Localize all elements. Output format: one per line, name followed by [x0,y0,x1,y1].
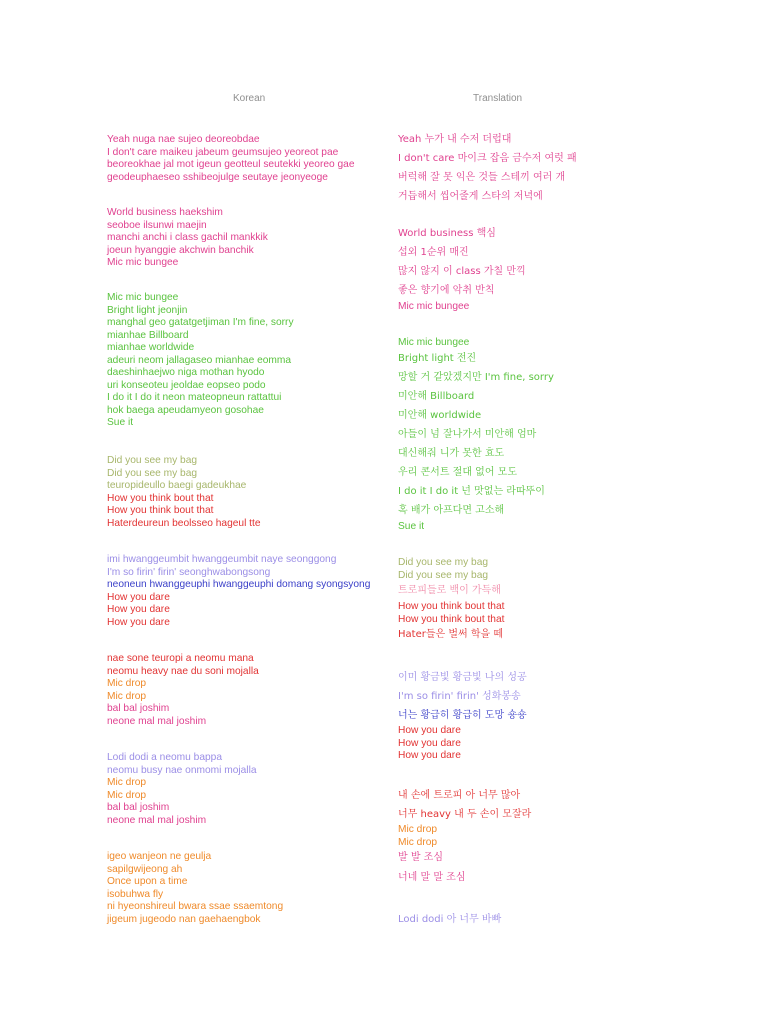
romanized-lyric-line: Mic drop [107,789,147,801]
romanized-lyric-line: neomu busy nae onmomi mojalla [107,764,257,776]
korean-lyric-line: 대신해줘 니가 못한 효도 [398,448,505,459]
romanized-lyric-line: Lodi dodi a neomu bappa [107,752,222,763]
korean-lyric-line: 혹 배가 아프다면 고소해 [398,505,505,516]
korean-lyric-line: How you think bout that [398,613,505,625]
romanized-lyric-line: mianhae Billboard [107,329,189,341]
korean-lyric-line: 이미 황금빛 황금빛 나의 성공 [398,672,527,683]
header-korean: Korean [233,93,266,104]
korean-lyric-line: 너는 황급히 황급히 도망 숑숑 [398,710,527,721]
romanized-lyric-line: Mic mic bungee [107,292,179,303]
romanized-lyric-line: World business haekshim [107,207,223,218]
korean-lyric-line: I'm so firin' firin' 성화봉송 [398,691,521,702]
korean-lyric-line: Sue it [398,521,425,532]
korean-lyric-line: I don't care 마이크 잡음 금수저 여럿 패 [398,153,577,164]
korean-lyric-line: Mic mic bungee [398,337,470,348]
korean-lyric-line: How you dare [398,737,461,749]
korean-lyric-line: 미안해 Billboard [398,391,475,402]
romanized-lyric-line: neomu heavy nae du soni mojalla [107,665,259,677]
romanized-lyric-line: Mic drop [107,690,147,702]
korean-lyric-line: 발 발 조심 [398,852,443,863]
korean-lyric-line: How you dare [398,750,461,761]
korean-lyric-line: How you dare [398,725,461,736]
korean-lyric-line: Mic mic bungee [398,301,470,312]
romanized-lyric-line: hok baega apeudamyeon gosohae [107,404,264,416]
korean-lyric-line: Mic drop [398,836,438,848]
romanized-lyric-line: Bright light jeonjin [107,304,188,316]
romanized-lyric-line: Mic drop [107,777,147,788]
romanized-lyric-line: Mic drop [107,678,147,689]
korean-lyric-line: 우리 콘서트 절대 없어 모도 [398,467,517,478]
romanized-lyric-line: geodeuphaeseo sshibeojulge seutaye jeonyeoge [107,171,328,183]
romanized-lyric-line: Sue it [107,417,134,428]
romanized-lyric-line: isobuhwa fly [107,888,164,900]
romanized-lyric-line: igeo wanjeon ne geulja [107,851,212,862]
romanized-lyric-line: neoneun hwanggeuphi hwanggeuphi domang syongsyong [107,579,371,590]
romanized-lyric-line: I do it I do it neon mateopneun rattattui [107,392,282,403]
romanized-lyric-line: Did you see my bag [107,455,198,466]
korean-lyric-line: 좋은 향기에 악취 반칙 [398,285,495,296]
romanized-lyric-line: How you think bout that [107,505,214,516]
korean-lyric-line: 아들이 넘 잘나가서 미안해 엄마 [398,429,537,440]
romanized-lyric-line: adeuri neom jallagaseo mianhae eomma [107,354,292,366]
korean-lyric-line: Did you see my bag [398,557,489,568]
korean-lyric-line: 망할 거 같았겠지만 I'm fine, sorry [398,372,554,383]
romanized-lyric-line: imi hwanggeumbit hwanggeumbit naye seonggong [107,554,337,565]
header-translation: Translation [473,93,523,104]
korean-lyric-line: 미안해 worldwide [398,410,482,421]
romanized-lyric-line: teuropideullo baegi gadeukhae [107,480,247,491]
korean-lyric-line: 너네 말 말 조심 [398,872,466,883]
romanized-lyric-line: bal bal joshim [107,802,170,813]
romanized-lyric-line: joeun hyanggie akchwin banchik [107,244,254,256]
korean-lyric-line: Bright light 전진 [398,353,477,364]
romanized-lyric-line: beoreokhae jal mot igeun geotteul seutekki yeoreo gae [107,159,355,170]
romanized-lyric-line: seoboe ilsunwi maejin [107,219,207,231]
korean-lyric-line: 내 손에 트로피 아 너무 많아 [398,790,521,801]
korean-lyric-line: 거듭해서 씹어줄게 스타의 저녁에 [398,191,543,202]
korean-lyric-line: Yeah 누가 내 수저 더럽대 [398,134,512,145]
romanized-lyric-line: uri konseoteu jeoldae eopseo podo [107,379,266,391]
romanized-lyric-line: jigeum jugeodo nan gaehaengbok [107,913,261,925]
korean-lyric-line: 트로피들로 백이 가득해 [398,585,501,596]
korean-lyric-line: 많지 않지 이 class 가칠 만끽 [398,266,526,277]
korean-lyric-line: Lodi dodi 아 너무 바빠 [398,914,502,925]
korean-lyric-line: 너무 heavy 내 두 손이 모잘라 [398,809,532,820]
romanized-lyric-line: How you dare [107,591,170,603]
romanized-lyric-line: I'm so firin' firin' seonghwabongsong [107,566,271,578]
romanized-lyric-line: Haterdeureun beolsseo hageul tte [107,517,261,529]
korean-lyric-line: Did you see my bag [398,569,489,581]
romanized-lyric-line: sapilgwijeong ah [107,863,183,875]
romanized-lyric-line: Yeah nuga nae sujeo deoreobdae [107,134,260,145]
romanized-lyric-line: manchi anchi i class gachil mankkik [107,232,268,243]
korean-lyric-line: Mic drop [398,824,438,835]
korean-lyric-line: How you think bout that [398,601,505,612]
romanized-lyric-line: I don't care maikeu jabeum geumsujeo yeoreot pae [107,146,339,158]
romanized-lyric-line: How you dare [107,616,170,628]
romanized-lyric-line: nae sone teuropi a neomu mana [107,653,254,664]
romanized-lyric-line: daeshinhaejwo niga mothan hyodo [107,367,265,378]
korean-lyric-line: Hater들은 벌써 학을 떼 [398,629,503,640]
romanized-lyric-line: ni hyeonshireul bwara ssae ssaemtong [107,901,284,912]
korean-lyric-line: World business 핵심 [398,228,496,239]
romanized-lyric-line: Did you see my bag [107,467,198,479]
romanized-lyric-line: bal bal joshim [107,703,170,714]
romanized-lyric-line: How you dare [107,604,170,615]
romanized-lyric-line: neone mal mal joshim [107,814,207,826]
korean-lyric-line: 버럭해 잘 못 익은 것들 스테끼 여러 개 [398,172,566,183]
korean-lyric-line: 섭외 1순위 매진 [398,247,469,258]
romanized-lyric-line: mianhae worldwide [107,342,195,353]
romanized-lyric-line: Mic mic bungee [107,257,179,268]
romanized-lyric-line: Once upon a time [107,876,188,887]
korean-lyric-line: I do it I do it 넌 맛없는 라따뚜이 [398,486,545,497]
romanized-lyric-line: How you think bout that [107,492,214,504]
romanized-lyric-line: manghal geo gatatgetjiman I'm fine, sorry [107,317,294,328]
romanized-lyric-line: neone mal mal joshim [107,715,207,727]
